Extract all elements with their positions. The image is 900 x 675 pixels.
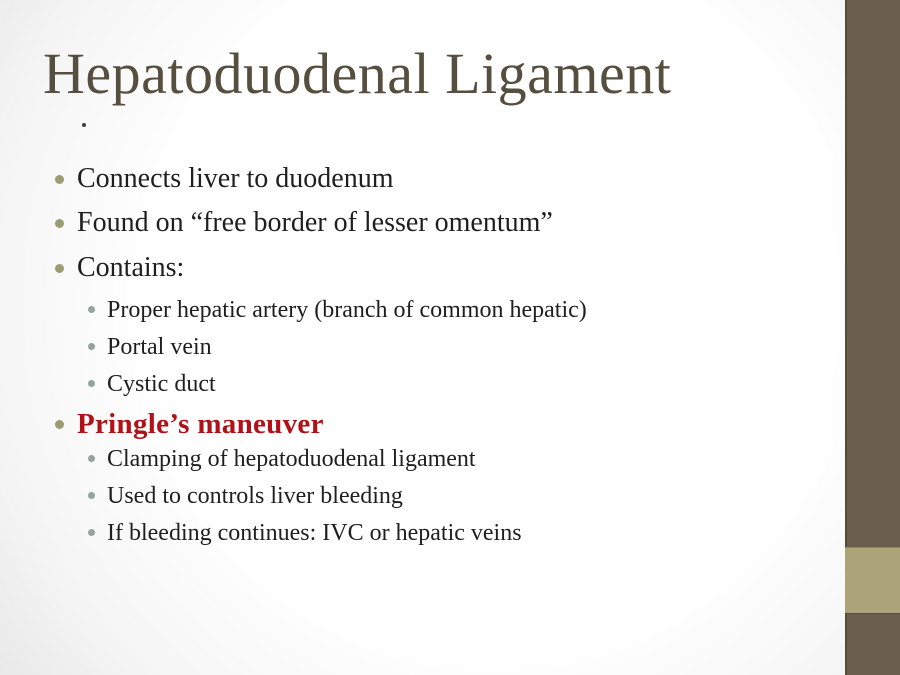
bullet-item xyxy=(0,482,840,511)
bullet-icon xyxy=(55,175,64,184)
bullet-item xyxy=(0,407,840,441)
bullet-text: Connects liver to duodenum xyxy=(77,163,394,194)
bullet-icon xyxy=(55,219,64,228)
bullet-text: Cystic duct xyxy=(107,371,216,397)
bullet-text: If bleeding continues: IVC or hepatic veins xyxy=(107,520,522,546)
bullet-item xyxy=(0,333,840,362)
bullet-icon xyxy=(88,306,95,313)
bullet-item xyxy=(0,370,840,399)
sidebar-accent-block xyxy=(845,547,900,614)
bullet-item xyxy=(0,206,840,240)
bullet-icon xyxy=(55,420,64,429)
bullet-item xyxy=(0,162,840,196)
bullet-item xyxy=(0,251,840,285)
bullet-icon xyxy=(55,264,64,273)
bullet-item xyxy=(0,296,840,325)
bullet-icon xyxy=(88,492,95,499)
bullet-item xyxy=(0,445,840,474)
bullet-icon xyxy=(88,380,95,387)
bullet-text: Contains: xyxy=(77,252,185,283)
bullet-text: Portal vein xyxy=(107,334,212,360)
bullet-icon xyxy=(88,529,95,536)
bullet-text: Proper hepatic artery (branch of common hepatic) xyxy=(107,297,587,323)
bullet-text: Found on “free border of lesser omentum” xyxy=(77,207,553,238)
bullet-icon xyxy=(88,343,95,350)
bullet-icon xyxy=(88,455,95,462)
slide-title: Hepatoduodenal Ligament xyxy=(43,41,672,106)
bullet-text: Used to controls liver bleeding xyxy=(107,483,403,509)
bullet-item xyxy=(0,519,840,548)
bullet-text: Pringle’s maneuver xyxy=(77,408,324,440)
bullet-text: Clamping of hepatoduodenal ligament xyxy=(107,446,476,472)
